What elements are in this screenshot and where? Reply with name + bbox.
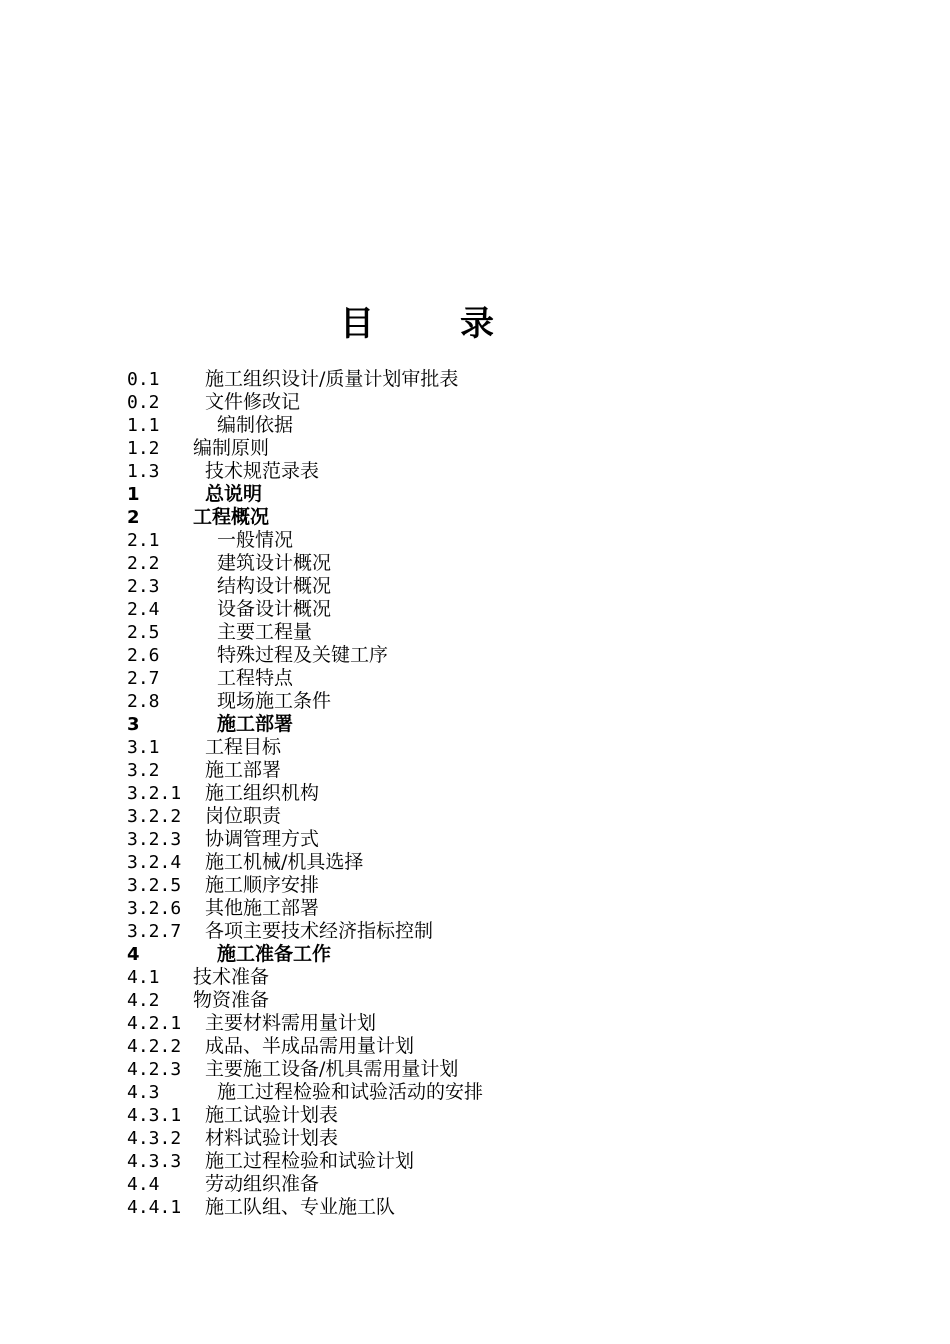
toc-entry-title: 施工组织设计/质量计划审批表	[205, 368, 459, 390]
toc-entry-title: 结构设计概况	[217, 575, 332, 597]
toc-entry-title: 工程目标	[205, 736, 282, 758]
toc-entry-number: 4.3.2	[127, 1128, 182, 1149]
toc-entry	[127, 1127, 887, 1150]
toc-entry-number: 1.2	[127, 438, 160, 459]
toc-entry-number: 3.1	[127, 737, 160, 758]
toc-entry-number: 2.1	[127, 530, 160, 551]
toc-entry-title: 设备设计概况	[217, 598, 332, 620]
toc-entry-number: 3.2.5	[127, 875, 182, 896]
toc-entry-number: 2.4	[127, 599, 160, 620]
toc-entry	[127, 437, 887, 460]
toc-entry-number: 0.1	[127, 369, 160, 390]
toc-entry-title: 施工试验计划表	[205, 1104, 339, 1126]
toc-entry-title: 其他施工部署	[205, 897, 320, 919]
toc-entry	[127, 1058, 887, 1081]
toc-entry	[127, 851, 887, 874]
toc-entry	[127, 552, 887, 575]
toc-entry-number: 3.2.7	[127, 921, 182, 942]
toc-entry	[127, 506, 887, 529]
toc-entry-title: 各项主要技术经济指标控制	[205, 920, 434, 942]
toc-entry-number: 3.2.3	[127, 829, 182, 850]
toc-entry-title: 施工过程检验和试验活动的安排	[217, 1081, 484, 1103]
toc-entry-title: 编制原则	[193, 437, 270, 459]
toc-entry-title: 文件修改记	[205, 391, 301, 413]
toc-entry-title: 总说明	[205, 483, 263, 505]
toc-entry	[127, 667, 887, 690]
toc-entry	[127, 483, 887, 506]
toc-entry	[127, 644, 887, 667]
toc-entry-number: 3.2	[127, 760, 160, 781]
toc-entry-number: 4.2	[127, 990, 160, 1011]
toc-entry	[127, 897, 887, 920]
toc-entry-number: 4.3	[127, 1082, 160, 1103]
toc-entry-number: 4.1	[127, 967, 160, 988]
toc-entry	[127, 1081, 887, 1104]
toc-entry-number: 0.2	[127, 392, 160, 413]
toc-entry	[127, 966, 887, 989]
toc-entry-number: 4.3.3	[127, 1151, 182, 1172]
toc-entry-title: 施工队组、专业施工队	[205, 1196, 396, 1218]
toc-entry	[127, 759, 887, 782]
title-char-1: 目	[340, 304, 374, 344]
toc-entry-number: 3.2.6	[127, 898, 182, 919]
toc-entry-number: 2.8	[127, 691, 160, 712]
toc-entry	[127, 713, 887, 736]
toc-entry-number: 1.3	[127, 461, 160, 482]
toc-entry	[127, 575, 887, 598]
toc-entry-number: 2	[127, 507, 140, 528]
toc-entry-number: 4.3.1	[127, 1105, 182, 1126]
toc-entry-title: 工程概况	[193, 506, 270, 528]
toc-entry	[127, 1104, 887, 1127]
toc-entry-title: 材料试验计划表	[205, 1127, 339, 1149]
toc-entry	[127, 1012, 887, 1035]
toc-entry-number: 4.2.3	[127, 1059, 182, 1080]
toc-entry-title: 一般情况	[217, 529, 294, 551]
toc-entry-title: 技术规范录表	[205, 460, 320, 482]
toc-entry	[127, 1150, 887, 1173]
toc-entry-title: 施工过程检验和试验计划	[205, 1150, 415, 1172]
toc-entry	[127, 874, 887, 897]
toc-entry	[127, 414, 887, 437]
toc-entry	[127, 690, 887, 713]
toc-entry-title: 物资准备	[193, 989, 270, 1011]
page-title	[0, 296, 950, 352]
toc-entry-number: 3.2.1	[127, 783, 182, 804]
toc-entry	[127, 391, 887, 414]
toc-entry-title: 主要工程量	[217, 621, 313, 643]
toc-entry-number: 1.1	[127, 415, 160, 436]
toc-entry-title: 施工部署	[205, 759, 282, 781]
toc-entry-number: 2.7	[127, 668, 160, 689]
toc-entry-title: 成品、半成品需用量计划	[205, 1035, 415, 1057]
toc-entry-title: 工程特点	[217, 667, 294, 689]
toc-entry-title: 建筑设计概况	[217, 552, 332, 574]
toc-entry-number: 2.6	[127, 645, 160, 666]
toc-entry-title: 施工准备工作	[217, 943, 332, 965]
toc-entry-title: 特殊过程及关键工序	[217, 644, 389, 666]
toc-entry-title: 施工组织机构	[205, 782, 320, 804]
toc-entry-title: 协调管理方式	[205, 828, 320, 850]
toc-entry-number: 3.2.4	[127, 852, 182, 873]
toc-entry-title: 现场施工条件	[217, 690, 332, 712]
toc-entry	[127, 529, 887, 552]
toc-entry	[127, 460, 887, 483]
toc-entry-number: 1	[127, 484, 140, 505]
toc-entry	[127, 943, 887, 966]
toc-entry	[127, 1035, 887, 1058]
toc-entry	[127, 736, 887, 759]
toc-entry-number: 4.2.1	[127, 1013, 182, 1034]
toc-entry-number: 3	[127, 714, 140, 735]
toc-entry	[127, 1196, 887, 1219]
toc-entry-title: 施工部署	[217, 713, 294, 735]
toc-entry-number: 4.4.1	[127, 1197, 182, 1218]
toc-entry-number: 2.5	[127, 622, 160, 643]
toc-entry-title: 主要材料需用量计划	[205, 1012, 377, 1034]
toc-entry	[127, 805, 887, 828]
toc-entry-title: 岗位职责	[205, 805, 282, 827]
toc-entry	[127, 920, 887, 943]
toc-entry-number: 4.4	[127, 1174, 160, 1195]
toc-entry-title: 施工机械/机具选择	[205, 851, 364, 873]
toc-entry	[127, 782, 887, 805]
toc-entry	[127, 621, 887, 644]
toc-entry-number: 3.2.2	[127, 806, 182, 827]
toc-entry	[127, 1173, 887, 1196]
toc-entry-title: 主要施工设备/机具需用量计划	[205, 1058, 459, 1080]
toc-entry-title: 编制依据	[217, 414, 294, 436]
toc-entry	[127, 828, 887, 851]
toc-entry	[127, 368, 887, 391]
toc-entry-number: 2.2	[127, 553, 160, 574]
toc-entry-number: 4.2.2	[127, 1036, 182, 1057]
toc-entry	[127, 989, 887, 1012]
toc-entry-number: 2.3	[127, 576, 160, 597]
toc-entry-title: 劳动组织准备	[205, 1173, 320, 1195]
toc-entry-title: 技术准备	[193, 966, 270, 988]
toc-entry-title: 施工顺序安排	[205, 874, 320, 896]
title-char-2: 录	[460, 304, 494, 344]
toc-entry	[127, 598, 887, 621]
toc-entry-number: 4	[127, 944, 140, 965]
table-of-contents	[127, 368, 887, 1219]
